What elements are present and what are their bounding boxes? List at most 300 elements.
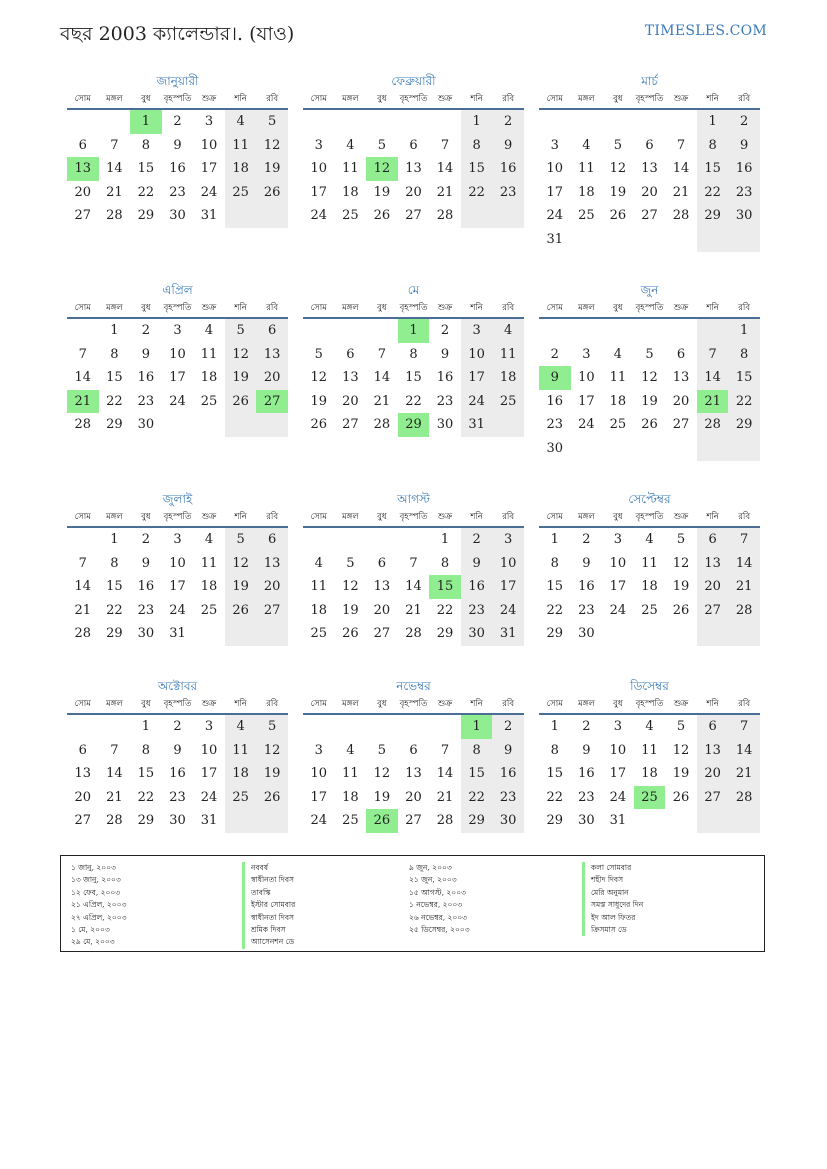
day-cell[interactable]: 22 [697, 181, 729, 205]
day-cell[interactable]: 11 [310, 579, 328, 595]
day-cell[interactable]: 3 [173, 532, 182, 547]
day-cell[interactable]: 17 [492, 575, 524, 599]
day-cell[interactable]: 11 [641, 555, 658, 571]
day-cell[interactable]: 31 [169, 626, 186, 642]
day-cell[interactable]: 23 [492, 181, 524, 205]
day-cell[interactable]: 8 [550, 555, 559, 571]
day-cell[interactable]: 27 [74, 208, 92, 224]
day-cell[interactable]: 2 [582, 719, 591, 734]
day-cell[interactable]: 15 [546, 766, 564, 782]
day-cell[interactable]: 12 [672, 555, 690, 571]
day-cell[interactable]: 3 [314, 742, 323, 758]
day-cell[interactable]: 16 [436, 370, 454, 386]
day-cell[interactable]: 20 [256, 575, 288, 599]
day-cell[interactable]: 9 [539, 366, 571, 390]
day-cell[interactable]: 18 [342, 184, 359, 200]
day-cell[interactable]: 19 [373, 789, 391, 805]
day-cell[interactable]: 3 [492, 528, 524, 552]
day-cell[interactable]: 13 [405, 766, 422, 782]
day-cell[interactable]: 14 [106, 161, 123, 177]
day-cell[interactable]: 4 [346, 742, 355, 758]
day-cell[interactable]: 27 [405, 813, 422, 829]
day-cell[interactable]: 19 [256, 762, 288, 786]
day-cell[interactable]: 10 [461, 343, 493, 367]
day-cell[interactable]: 26 [256, 181, 288, 205]
day-cell[interactable]: 7 [110, 137, 119, 153]
day-cell[interactable]: 24 [169, 393, 186, 409]
day-cell[interactable]: 25 [634, 786, 666, 810]
day-cell[interactable]: 10 [169, 555, 186, 571]
day-cell[interactable]: 7 [728, 528, 760, 552]
day-cell[interactable]: 18 [578, 184, 595, 200]
day-cell[interactable]: 22 [405, 393, 422, 409]
day-cell[interactable]: 21 [436, 789, 454, 805]
day-cell[interactable]: 14 [728, 739, 760, 763]
day-cell[interactable]: 2 [582, 532, 591, 547]
day-cell[interactable]: 18 [641, 766, 658, 782]
day-cell[interactable]: 12 [373, 766, 391, 782]
day-cell[interactable]: 16 [137, 370, 155, 386]
day-cell[interactable]: 3 [550, 137, 559, 153]
day-cell[interactable]: 23 [546, 417, 564, 433]
day-cell[interactable]: 7 [409, 555, 418, 571]
day-cell[interactable]: 14 [697, 366, 729, 390]
day-cell[interactable]: 1 [110, 532, 119, 547]
day-cell[interactable]: 23 [169, 789, 186, 805]
day-cell[interactable]: 30 [492, 809, 524, 833]
day-cell[interactable]: 24 [200, 184, 218, 200]
day-cell[interactable]: 29 [546, 813, 564, 829]
day-cell[interactable]: 23 [436, 393, 454, 409]
day-cell[interactable]: 12 [672, 742, 690, 758]
day-cell[interactable]: 20 [697, 762, 729, 786]
day-cell[interactable]: 30 [728, 204, 760, 228]
day-cell[interactable]: 15 [728, 366, 760, 390]
day-cell[interactable]: 25 [492, 390, 524, 414]
day-cell[interactable]: 28 [728, 599, 760, 623]
day-cell[interactable]: 20 [74, 789, 92, 805]
day-cell[interactable]: 1 [110, 323, 119, 338]
day-cell[interactable]: 9 [582, 742, 591, 758]
day-cell[interactable]: 17 [546, 184, 564, 200]
day-cell[interactable]: 22 [106, 393, 123, 409]
day-cell[interactable]: 27 [342, 417, 359, 433]
day-cell[interactable]: 4 [492, 319, 524, 343]
day-cell[interactable]: 26 [366, 809, 398, 833]
day-cell[interactable]: 24 [609, 602, 627, 618]
day-cell[interactable]: 2 [492, 715, 524, 739]
day-cell[interactable]: 12 [256, 134, 288, 158]
day-cell[interactable]: 5 [314, 346, 323, 362]
day-cell[interactable]: 6 [256, 319, 288, 343]
day-cell[interactable]: 25 [200, 393, 218, 409]
day-cell[interactable]: 31 [492, 622, 524, 646]
day-cell[interactable]: 15 [106, 579, 123, 595]
day-cell[interactable]: 27 [697, 786, 729, 810]
day-cell[interactable]: 30 [169, 208, 186, 224]
day-cell[interactable]: 28 [728, 786, 760, 810]
day-cell[interactable]: 11 [641, 742, 658, 758]
day-cell[interactable]: 10 [609, 555, 627, 571]
day-cell[interactable]: 11 [342, 766, 359, 782]
day-cell[interactable]: 8 [141, 137, 151, 153]
day-cell[interactable]: 3 [204, 114, 214, 129]
day-cell[interactable]: 19 [672, 579, 690, 595]
day-cell[interactable]: 25 [641, 602, 658, 618]
day-cell[interactable]: 15 [106, 370, 123, 386]
day-cell[interactable]: 13 [405, 161, 422, 177]
day-cell[interactable]: 5 [346, 555, 355, 571]
day-cell[interactable]: 10 [546, 161, 564, 177]
day-cell[interactable]: 10 [310, 161, 328, 177]
day-cell[interactable]: 8 [110, 555, 119, 571]
day-cell[interactable]: 14 [728, 552, 760, 576]
day-cell[interactable]: 21 [67, 390, 99, 414]
day-cell[interactable]: 26 [310, 417, 328, 433]
day-cell[interactable]: 18 [225, 762, 257, 786]
day-cell[interactable]: 4 [645, 532, 654, 547]
day-cell[interactable]: 18 [342, 789, 359, 805]
day-cell[interactable]: 21 [373, 393, 391, 409]
day-cell[interactable]: 15 [461, 762, 493, 786]
day-cell[interactable]: 29 [137, 813, 155, 829]
day-cell[interactable]: 12 [366, 157, 398, 181]
day-cell[interactable]: 8 [409, 346, 418, 362]
day-cell[interactable]: 29 [461, 809, 493, 833]
day-cell[interactable]: 21 [436, 184, 454, 200]
day-cell[interactable]: 20 [405, 789, 422, 805]
day-cell[interactable]: 28 [697, 413, 729, 437]
day-cell[interactable]: 21 [728, 762, 760, 786]
day-cell[interactable]: 6 [645, 137, 654, 153]
day-cell[interactable]: 21 [728, 575, 760, 599]
day-cell[interactable]: 15 [137, 766, 155, 782]
day-cell[interactable]: 24 [461, 390, 493, 414]
day-cell[interactable]: 13 [256, 343, 288, 367]
day-cell[interactable]: 3 [314, 137, 323, 153]
day-cell[interactable]: 22 [728, 390, 760, 414]
day-cell[interactable]: 11 [225, 739, 257, 763]
day-cell[interactable]: 16 [728, 157, 760, 181]
day-cell[interactable]: 27 [256, 599, 288, 623]
day-cell[interactable]: 22 [546, 789, 564, 805]
day-cell[interactable]: 20 [697, 575, 729, 599]
day-cell[interactable]: 12 [225, 552, 257, 576]
day-cell[interactable]: 8 [461, 134, 493, 158]
day-cell[interactable]: 23 [137, 393, 155, 409]
day-cell[interactable]: 17 [310, 789, 328, 805]
day-cell[interactable]: 7 [377, 346, 387, 362]
day-cell[interactable]: 3 [173, 323, 182, 338]
day-cell[interactable]: 10 [310, 766, 328, 782]
day-cell[interactable]: 9 [440, 346, 450, 362]
day-cell[interactable]: 13 [67, 157, 99, 181]
day-cell[interactable]: 27 [256, 390, 288, 414]
day-cell[interactable]: 10 [492, 552, 524, 576]
day-cell[interactable]: 15 [546, 579, 564, 595]
day-cell[interactable]: 6 [377, 555, 387, 571]
day-cell[interactable]: 28 [436, 813, 454, 829]
day-cell[interactable]: 2 [173, 114, 182, 129]
day-cell[interactable]: 14 [405, 579, 422, 595]
day-cell[interactable]: 22 [436, 602, 454, 618]
day-cell[interactable]: 21 [106, 789, 123, 805]
day-cell[interactable]: 7 [697, 343, 729, 367]
day-cell[interactable]: 12 [609, 161, 627, 177]
day-cell[interactable]: 6 [78, 742, 87, 758]
day-cell[interactable]: 28 [672, 208, 690, 224]
day-cell[interactable]: 10 [609, 742, 627, 758]
day-cell[interactable]: 30 [578, 813, 595, 829]
day-cell[interactable]: 25 [342, 208, 359, 224]
day-cell[interactable]: 26 [225, 599, 257, 623]
day-cell[interactable]: 15 [137, 161, 155, 177]
day-cell[interactable]: 19 [641, 393, 658, 409]
day-cell[interactable]: 5 [377, 137, 387, 153]
day-cell[interactable]: 9 [173, 137, 182, 153]
day-cell[interactable]: 13 [342, 370, 359, 386]
day-cell[interactable]: 9 [728, 134, 760, 158]
day-cell[interactable]: 15 [461, 157, 493, 181]
day-cell[interactable]: 29 [546, 626, 564, 642]
day-cell[interactable]: 16 [492, 157, 524, 181]
day-cell[interactable]: 19 [609, 184, 627, 200]
day-cell[interactable]: 27 [697, 599, 729, 623]
day-cell[interactable]: 31 [200, 813, 218, 829]
day-cell[interactable]: 17 [578, 393, 595, 409]
day-cell[interactable]: 12 [256, 739, 288, 763]
day-cell[interactable]: 4 [225, 110, 257, 134]
day-cell[interactable]: 1 [550, 719, 559, 734]
day-cell[interactable]: 28 [405, 626, 422, 642]
day-cell[interactable]: 20 [342, 393, 359, 409]
day-cell[interactable]: 29 [398, 413, 430, 437]
day-cell[interactable]: 30 [137, 626, 155, 642]
day-cell[interactable]: 30 [137, 417, 155, 433]
day-cell[interactable]: 22 [137, 789, 155, 805]
day-cell[interactable]: 31 [200, 208, 218, 224]
day-cell[interactable]: 2 [461, 528, 493, 552]
day-cell[interactable]: 2 [440, 323, 450, 338]
day-cell[interactable]: 5 [613, 137, 623, 153]
day-cell[interactable]: 27 [74, 813, 92, 829]
day-cell[interactable]: 18 [200, 370, 218, 386]
day-cell[interactable]: 7 [676, 137, 686, 153]
day-cell[interactable]: 11 [225, 134, 257, 158]
day-cell[interactable]: 1 [398, 319, 430, 343]
day-cell[interactable]: 13 [373, 579, 391, 595]
day-cell[interactable]: 18 [200, 579, 218, 595]
day-cell[interactable]: 25 [342, 813, 359, 829]
day-cell[interactable]: 22 [461, 786, 493, 810]
day-cell[interactable]: 17 [461, 366, 493, 390]
day-cell[interactable]: 18 [492, 366, 524, 390]
day-cell[interactable]: 5 [225, 528, 257, 552]
day-cell[interactable]: 9 [173, 742, 182, 758]
day-cell[interactable]: 30 [461, 622, 493, 646]
day-cell[interactable]: 15 [697, 157, 729, 181]
day-cell[interactable]: 16 [578, 766, 595, 782]
day-cell[interactable]: 5 [256, 715, 288, 739]
day-cell[interactable]: 19 [225, 575, 257, 599]
day-cell[interactable]: 16 [137, 579, 155, 595]
day-cell[interactable]: 17 [169, 579, 186, 595]
day-cell[interactable]: 14 [74, 370, 92, 386]
day-cell[interactable]: 17 [200, 766, 218, 782]
day-cell[interactable]: 21 [74, 602, 92, 618]
day-cell[interactable]: 13 [697, 739, 729, 763]
day-cell[interactable]: 11 [492, 343, 524, 367]
day-cell[interactable]: 17 [310, 184, 328, 200]
day-cell[interactable]: 28 [373, 417, 391, 433]
day-cell[interactable]: 20 [641, 184, 658, 200]
day-cell[interactable]: 10 [169, 346, 186, 362]
day-cell[interactable]: 25 [310, 626, 328, 642]
day-cell[interactable]: 4 [613, 346, 623, 362]
day-cell[interactable]: 4 [204, 323, 214, 338]
day-cell[interactable]: 18 [641, 579, 658, 595]
day-cell[interactable]: 11 [342, 161, 359, 177]
day-cell[interactable]: 26 [672, 602, 690, 618]
day-cell[interactable]: 9 [492, 134, 524, 158]
day-cell[interactable]: 20 [256, 366, 288, 390]
day-cell[interactable]: 12 [342, 579, 359, 595]
day-cell[interactable]: 6 [697, 528, 729, 552]
day-cell[interactable]: 23 [728, 181, 760, 205]
day-cell[interactable]: 8 [461, 739, 493, 763]
day-cell[interactable]: 26 [641, 417, 658, 433]
day-cell[interactable]: 1 [697, 110, 729, 134]
day-cell[interactable]: 7 [440, 742, 450, 758]
day-cell[interactable]: 12 [641, 370, 658, 386]
day-cell[interactable]: 28 [74, 626, 92, 642]
day-cell[interactable]: 3 [613, 719, 623, 734]
day-cell[interactable]: 9 [141, 555, 151, 571]
day-cell[interactable]: 19 [256, 157, 288, 181]
day-cell[interactable]: 26 [373, 208, 391, 224]
day-cell[interactable]: 22 [137, 184, 155, 200]
day-cell[interactable]: 25 [200, 602, 218, 618]
day-cell[interactable]: 17 [169, 370, 186, 386]
day-cell[interactable]: 3 [613, 532, 623, 547]
day-cell[interactable]: 3 [461, 319, 493, 343]
day-cell[interactable]: 1 [550, 532, 559, 547]
day-cell[interactable]: 21 [106, 184, 123, 200]
day-cell[interactable]: 16 [169, 766, 186, 782]
day-cell[interactable]: 24 [578, 417, 595, 433]
day-cell[interactable]: 17 [609, 766, 627, 782]
day-cell[interactable]: 13 [256, 552, 288, 576]
day-cell[interactable]: 8 [697, 134, 729, 158]
day-cell[interactable]: 29 [728, 413, 760, 437]
day-cell[interactable]: 28 [436, 208, 454, 224]
day-cell[interactable]: 9 [461, 552, 493, 576]
day-cell[interactable]: 25 [578, 208, 595, 224]
day-cell[interactable]: 1 [461, 110, 493, 134]
day-cell[interactable]: 11 [200, 555, 218, 571]
day-cell[interactable]: 7 [78, 346, 87, 362]
day-cell[interactable]: 28 [106, 208, 123, 224]
day-cell[interactable]: 29 [106, 626, 123, 642]
day-cell[interactable]: 24 [200, 789, 218, 805]
day-cell[interactable]: 3 [582, 346, 591, 362]
day-cell[interactable]: 30 [436, 417, 454, 433]
day-cell[interactable]: 24 [169, 602, 186, 618]
day-cell[interactable]: 31 [546, 231, 564, 247]
day-cell[interactable]: 23 [137, 602, 155, 618]
day-cell[interactable]: 3 [204, 719, 214, 734]
day-cell[interactable]: 19 [373, 184, 391, 200]
day-cell[interactable]: 13 [641, 161, 658, 177]
day-cell[interactable]: 1 [440, 532, 450, 547]
day-cell[interactable]: 28 [106, 813, 123, 829]
day-cell[interactable]: 7 [78, 555, 87, 571]
day-cell[interactable]: 9 [582, 555, 591, 571]
day-cell[interactable]: 1 [461, 715, 493, 739]
day-cell[interactable]: 1 [130, 110, 162, 134]
day-cell[interactable]: 15 [405, 370, 422, 386]
day-cell[interactable]: 17 [200, 161, 218, 177]
day-cell[interactable]: 20 [74, 184, 92, 200]
day-cell[interactable]: 24 [492, 599, 524, 623]
day-cell[interactable]: 13 [697, 552, 729, 576]
day-cell[interactable]: 4 [225, 715, 257, 739]
day-cell[interactable]: 26 [609, 208, 627, 224]
day-cell[interactable]: 6 [346, 346, 355, 362]
day-cell[interactable]: 13 [74, 766, 92, 782]
day-cell[interactable]: 6 [409, 742, 418, 758]
day-cell[interactable]: 23 [578, 789, 595, 805]
day-cell[interactable]: 6 [78, 137, 87, 153]
day-cell[interactable]: 5 [225, 319, 257, 343]
day-cell[interactable]: 5 [676, 719, 686, 734]
day-cell[interactable]: 23 [492, 786, 524, 810]
day-cell[interactable]: 12 [310, 370, 328, 386]
day-cell[interactable]: 12 [225, 343, 257, 367]
day-cell[interactable]: 26 [256, 786, 288, 810]
day-cell[interactable]: 4 [204, 532, 214, 547]
day-cell[interactable]: 10 [200, 742, 218, 758]
day-cell[interactable]: 2 [550, 346, 559, 362]
day-cell[interactable]: 19 [310, 393, 328, 409]
day-cell[interactable]: 2 [173, 719, 182, 734]
day-cell[interactable]: 14 [106, 766, 123, 782]
day-cell[interactable]: 23 [169, 184, 186, 200]
day-cell[interactable]: 26 [342, 626, 359, 642]
day-cell[interactable]: 29 [436, 626, 454, 642]
day-cell[interactable]: 21 [697, 390, 729, 414]
day-cell[interactable]: 17 [609, 579, 627, 595]
day-cell[interactable]: 4 [314, 555, 323, 571]
day-cell[interactable]: 20 [405, 184, 422, 200]
day-cell[interactable]: 9 [492, 739, 524, 763]
day-cell[interactable]: 2 [141, 323, 151, 338]
day-cell[interactable]: 6 [697, 715, 729, 739]
day-cell[interactable]: 6 [256, 528, 288, 552]
day-cell[interactable]: 22 [546, 602, 564, 618]
day-cell[interactable]: 13 [672, 370, 690, 386]
day-cell[interactable]: 2 [492, 110, 524, 134]
day-cell[interactable]: 1 [141, 719, 151, 734]
day-cell[interactable]: 10 [578, 370, 595, 386]
day-cell[interactable]: 22 [461, 181, 493, 205]
day-cell[interactable]: 29 [137, 208, 155, 224]
day-cell[interactable]: 8 [110, 346, 119, 362]
day-cell[interactable]: 16 [461, 575, 493, 599]
day-cell[interactable]: 11 [578, 161, 595, 177]
day-cell[interactable]: 18 [225, 157, 257, 181]
day-cell[interactable]: 9 [141, 346, 151, 362]
